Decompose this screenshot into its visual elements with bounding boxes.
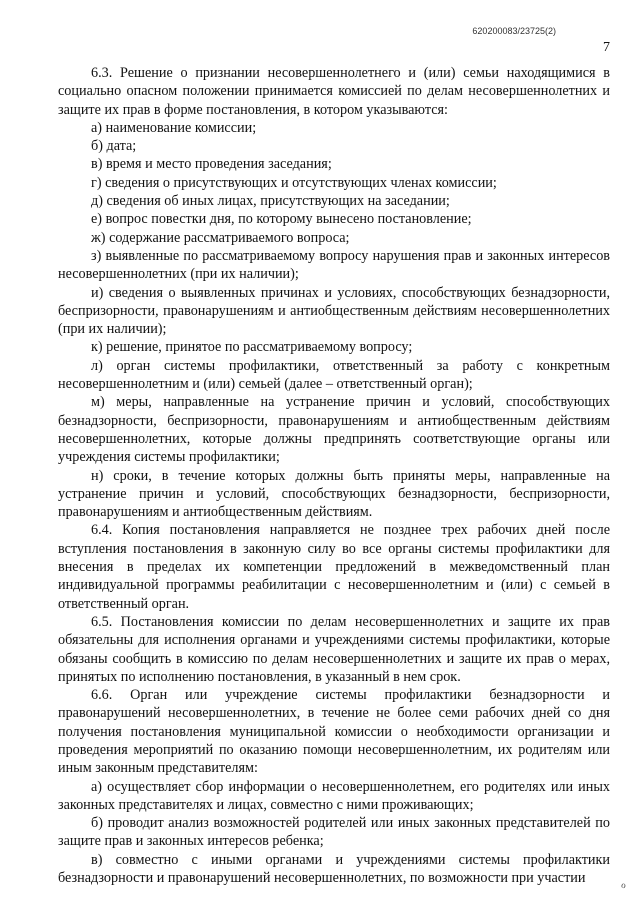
list-item-i: и) сведения о выявленных причинах и условиях, способствующих безнадзорности, беспризорности, правонарушениям и антиобщественным действиям несовершеннолетних (при их наличии);	[58, 284, 610, 338]
list-item-a: а) наименование комиссии;	[91, 119, 257, 136]
list-item-6-6-a: а) осуществляет сбор информации о несовершеннолетнем, его родителях или иных законных представителях и лицах, совместно с ними проживающих;	[58, 778, 610, 813]
list-item-l: л) орган системы профилактики, ответственный за работу с конкретным несовершеннолетним и (или) семьей (далее – ответственный орган);	[58, 357, 610, 393]
paragraph-6-4: 6.4. Копия постановления направляется не позднее трех рабочих дней после вступления постановления в законную силу во все органы системы профилактики для внесения в пределах их компетенции предложений в межведомственный план индивидуальной программы реабилитации с несовершеннолетним и (или) с семьей в ответственный орган.	[58, 522, 610, 612]
list-item-zh: ж) содержание рассматриваемого вопроса;	[91, 229, 350, 246]
list-item-b: б) дата;	[91, 138, 137, 155]
list-item-e: е) вопрос повестки дня, по которому вынесено постановление;	[91, 211, 472, 228]
paragraph-6-5: 6.5. Постановления комиссии по делам несовершеннолетних и защите их прав обязательны для исполнения органами и учреждениями системы профилактики, которые обязаны сообщить в комиссию по делам несовершеннолетних и защите их прав о мерах, принятых по исполнению постановления, в указанный в нем срок.	[58, 613, 610, 685]
paragraph-6-3: 6.3. Решение о признании несовершеннолетнего и (или) семьи находящимися в социально опасном положении принимается комиссией по делам несовершеннолетних и защите их прав в форме постановления, в котором указываются:	[58, 65, 610, 118]
paragraph-6-6: 6.6. Орган или учреждение системы профилактики безнадзорности и правонарушений несовершеннолетних, в течение не более семи рабочих дней со дня получения постановления муниципальной комиссии о необходимости организации и проведения мероприятий по оказанию помощи несовершеннолетним, их родителям или иным законным представителям:	[58, 687, 610, 777]
corner-handwritten-mark: ℴ	[620, 879, 626, 891]
list-item-z: з) выявленные по рассматриваемому вопросу нарушения прав и законных интересов несовершеннолетних (при их наличии);	[58, 247, 610, 283]
list-item-m: м) меры, направленные на устранение причин и условий, способствующих безнадзорности, беспризорности, правонарушениям и антиобщественным действиям несовершеннолетних, которые должны предпринять соответствующие органы или учреждения системы профилактики;	[58, 394, 610, 466]
document-body	[58, 64, 610, 887]
list-item-6-6-v: в) совместно с иными органами и учреждениями системы профилактики безнадзорности и правонарушений несовершеннолетних, по возможности при участии	[58, 851, 610, 887]
page-number: 7	[603, 40, 610, 55]
list-item-6-6-b: б) проводит анализ возможностей родителей или иных законных представителей по защите прав и законных интересов ребенка;	[58, 815, 610, 850]
list-item-k: к) решение, принятое по рассматриваемому вопросу;	[91, 339, 413, 356]
list-item-d: д) сведения об иных лицах, присутствующих на заседании;	[91, 193, 450, 210]
document-registration-number: 620200083/23725(2)	[472, 26, 556, 36]
list-item-g: г) сведения о присутствующих и отсутствующих членах комиссии;	[91, 174, 497, 191]
list-item-v: в) время и место проведения заседания;	[91, 156, 332, 173]
list-item-n: н) сроки, в течение которых должны быть приняты меры, направленные на устранение причин и условий, способствующих безнадзорности, беспризорности, правонарушениям и антиобщественным действиям.	[58, 467, 610, 521]
